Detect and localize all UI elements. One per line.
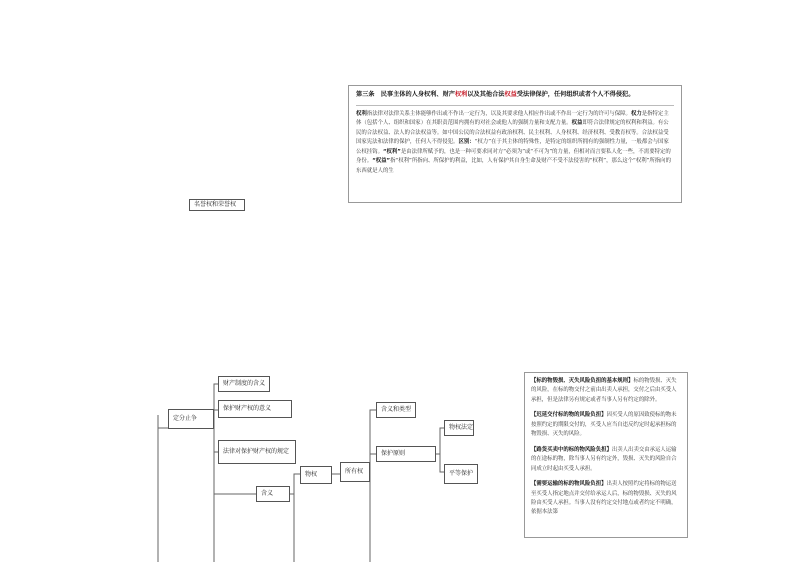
risk-item: 【标的物毁损、灭失风险负担的基本规则】标的物毁损、灭失的风险，在标的物交付之前由出卖人承担，交付之后由买受人承担，但是法律另有规定或者当事人另有约定的除外。 bbox=[531, 378, 677, 403]
risk-item: 【路货买卖中的标的物风险负担】出卖人出卖交由承运人运输的在途标的物，除当事人另有约定外，毁损、灭失的风险自合同成立时起由买受人承担。 bbox=[531, 446, 677, 472]
connector-ownership-branch bbox=[370, 410, 376, 562]
node-equal-protection[interactable]: 平等保护 bbox=[444, 464, 478, 484]
risk-item: 【需要运输的标的物风险负担】出卖人按照约定将标的物运送至买受人指定地点并交付给承运人后，标的物毁损、灭失的风险由买受人承担。当事人没有约定交付地点或者约定不明确，依据本法第 bbox=[531, 481, 677, 516]
node-ownership[interactable]: 所有权 bbox=[340, 462, 370, 482]
node-law-provisions-protect-property[interactable]: 法律对保护财产权的规定 bbox=[218, 440, 296, 464]
node-protection-principles[interactable]: 保护原则 bbox=[376, 446, 436, 462]
node-name-right[interactable]: 名誉权和荣誉权 bbox=[189, 199, 245, 211]
node-property-right[interactable]: 物权 bbox=[300, 466, 332, 484]
risk-bearing-textbox bbox=[524, 372, 688, 538]
node-property-legalism[interactable]: 物权法定 bbox=[444, 420, 474, 436]
node-meaning[interactable]: 含义 bbox=[256, 486, 290, 502]
law-article-textbox bbox=[348, 85, 682, 203]
node-significance-protect-property[interactable]: 保护财产权的意义 bbox=[218, 400, 292, 418]
law-article-title: 第三条 民事主体的人身权利、财产权利以及其他合法权益受法律保护，任何组织或者个人不得侵犯。 bbox=[356, 90, 674, 106]
node-meaning-property-system[interactable]: 财产制度的含义 bbox=[218, 376, 270, 392]
risk-item: 【迟延交付标的物的风险负担】因买受人的原因致使标的物未按照约定的期限交付的，买受人应当自违反约定时起承担标的物毁损、灭失的风险。 bbox=[531, 412, 677, 438]
node-meaning-and-types[interactable]: 含义和类型 bbox=[376, 402, 416, 418]
connector-principles-branch bbox=[436, 428, 444, 472]
node-property-ownership[interactable]: 定分止争 bbox=[168, 409, 214, 429]
law-article-body: 权利指法律对法律关系主体能够作出或不作出一定行为，以及其要求他人相应作出或不作出一定行为的许可与保障。权力是指特定主体（包括个人、组织和国家）在其职责范围内拥有的对社会或他人的强制力量和支配力量。权益即符合法律规定的权利和利益。有公民的合法权益、法人的合法权益等。如中国公民的合法权益有政治权利、民主权利、人身权利、经济权利、受教育权等。合法权益受国家宪法和法律的保护，任何人不得侵犯。区别：“权力”在于其主体的特殊性，是特定的组织所拥有的强制性力量，一般都会与国家公权挂钩。“权利”是由法律所赋予的，也是一种可要求同对方“必须为”或“不可为”的力量，但相对而言要私人化一些，不需要特定的身份。“权益”指“权利”所指向、所保护的利益，比如，人有保护其自身生命及财产不受不法侵害的“权利”，那么这个“权利”所指向的东西就是人的生 bbox=[356, 110, 671, 174]
